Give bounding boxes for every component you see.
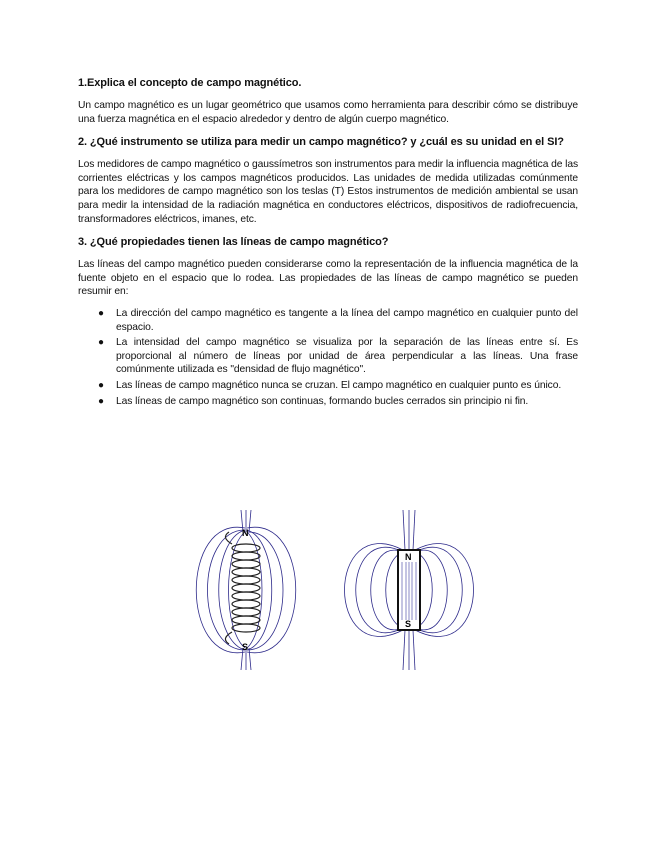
- document-page: [78, 76, 578, 410]
- list-item: ● Las líneas de campo magnético son continuas, formando bucles cerrados sin principio ni fin.: [98, 395, 529, 407]
- solenoid-coil: [225, 532, 260, 644]
- bullet-icon: ●: [98, 307, 104, 319]
- magnetic-field-figure: [175, 510, 475, 670]
- properties-list: [78, 307, 578, 408]
- magnet-north-label: N: [405, 552, 412, 562]
- question-1-answer: Un campo magnético es un lugar geométrico que usamos como herramienta para describir cómo se distribuye una fuerza magnética en el espacio alrededor y dentro de algún cuerpo magnético.: [78, 100, 578, 125]
- bullet-icon: ●: [98, 337, 104, 349]
- solenoid-south-label: S: [242, 642, 249, 652]
- magnet-south-label: S: [405, 619, 412, 629]
- bullet-icon: ●: [98, 395, 104, 407]
- list-item: ● La intensidad del campo magnético se visualiza por la separación de las líneas entre sí. Es proporcional al número de líneas por unidad de área perpendicular a las líneas. Una frase comúnmente utilizada es "densidad de flujo magnético".: [98, 337, 578, 376]
- question-2-answer: Los medidores de campo magnético o gaussímetros son instrumentos para medir la influencia magnética de las corrientes eléctricas y los campos magnéticos producidos. Las unidades de medida utilizadas comúnmente para los medidores de campo magnético son los teslas (T) Estos instrumentos de medición ambiental se usan para medir la intensidad de la radiación magnética en conductores eléctricos, dispositivos de radiofrecuencia, transformadores eléctricos, imanes, etc.: [78, 159, 578, 225]
- question-2-heading: 2. ¿Qué instrumento se utiliza para medir un campo magnético? y ¿cuál es su unidad en el SI?: [78, 136, 564, 149]
- solenoid-north-label: N: [242, 528, 249, 538]
- question-3-intro: Las líneas del campo magnético pueden considerarse como la representación de la influencia magnética de la fuente objeto en el espacio que lo rodea. Las propiedades de las líneas de campo magnético se pueden resumir en:: [78, 259, 578, 298]
- list-item: ● Las líneas de campo magnético nunca se cruzan. El campo magnético en cualquier punto es único.: [98, 379, 562, 391]
- question-3-heading: 3. ¿Qué propiedades tienen las líneas de campo magnético?: [78, 236, 389, 249]
- bullet-icon: ●: [98, 379, 104, 391]
- magnetic-field-illustration: [175, 510, 475, 670]
- question-1-heading: 1.Explica el concepto de campo magnético.: [78, 77, 302, 89]
- list-item: ● La dirección del campo magnético es tangente a la línea del campo magnético en cualquier punto del espacio.: [98, 307, 578, 333]
